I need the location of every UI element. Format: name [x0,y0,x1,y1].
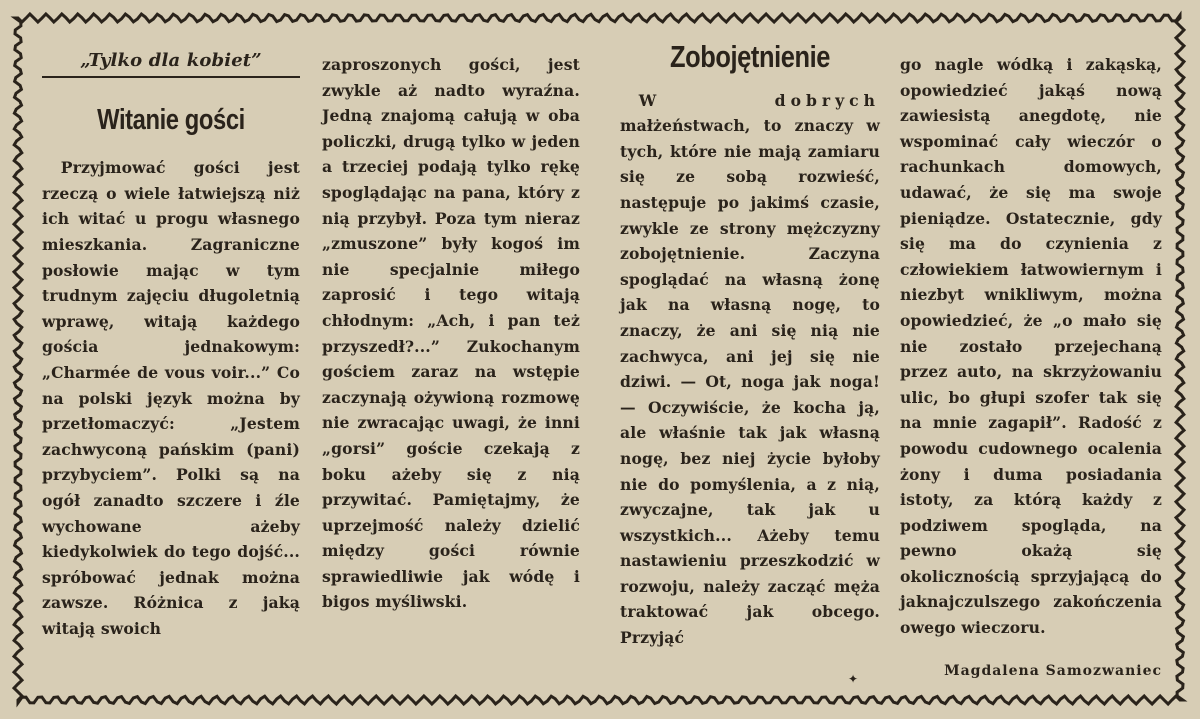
column-2 [322,52,580,615]
article-zobojetnienie-paragraph-1: W dobrych małżeństwach, to znaczy w tych, które nie mają zamiaru się ze sobą rozwieść, następuje po jakimś czasie, zwykle ze strony mężczyzny zobojętnienie. Zaczyna spoglądać na własną żonę jak na własną nogę, to znaczy, że ani się nią nie zachwyca, ani jej się nie dziwi. — Ot, noga jak noga! — Oczywiście, że kocha ją, ale właśnie tak jak własną nogę, bez niej życie byłoby nie do pomyślenia, a z nią, zwyczajne, tak jak u wszystkich... Ażeby temu nastawieniu przeszkodzić w rozwoju, należy zacząć męża traktować jak obcego. Przyjąć [620,90,880,648]
article-witanie-paragraph-2: zaproszonych gości, jest zwykle aż nadto wyraźna. Jedną znajomą całują w oba policzki, drugą tylko w jeden a trzeciej podają tylko rękę spoglądając na pana, który z nią przybył. Poza tym nieraz „zmuszone” były kogoś im nie specjalnie miłego zaprosić i tego witają chłodnym: „Ach, i pan też przyszedł?...” Zukochanym gościem zaraz na wstępie zaczynają ożywioną rozmowę nie zwracając uwagi, że inni „gorsi” goście czekają z boku ażeby się z nią przywitać. Pamiętajmy, że uprzejmość należy dzielić między gości równie sprawiedliwie jak wódę i bigos myśliwski. [322,55,580,612]
column-3 [620,39,880,651]
ornament-mark: ✦ [848,672,859,686]
column-4 [900,52,1162,684]
author-signature: Magdalena Samozwaniec [944,662,1162,679]
article-zobojetnienie-paragraph-2: go nagle wódką i zakąską, opowiedzieć jakąś nową zawiesistą anegdotę, nie wspominać cały wieczór o rachunkach domowych, udawać, że się ma swoje pieniądze. Ostatecznie, gdy się ma do czynienia z człowiekiem łatwowiernym i niezbyt wnikliwym, można opowiedzieć, że „o mało się nie zostało przejechaną przez auto, na skrzyżowaniu ulic, bo głupi szofer tak się na mnie zagapił”. Radość z powodu cudownego ocalenia żony i duma posiadania istoty, za którą każdy z podziwem spogląda, na pewno okażą się okolicznością sprzyjającą do jaknajczulszego zakończenia owego wieczoru. [900,55,1162,638]
article-witanie-paragraph-1: Przyjmować gości jest rzeczą o wiele łatwiejszą niż ich witać u progu własnego mieszkania. Zagraniczne posłowie mając w tym trudnym zajęciu długoletnią wprawę, witają każdego gościa jednakowym: „Charmée de vous voir...” Co na polski język można by przetłomaczyć: „Jestem zachwyconą pańskim (pani) przybyciem”. Polki są na ogół zanadto szczere i źle wychowane ażeby kiedykolwiek do tego dojść... spróbować jednak można zawsze. Różnica z jaką witają swoich [42,158,300,638]
article-title-witanie: Witanie gości [97,103,245,136]
column-1 [42,52,300,641]
section-label: „Tylko dla kobiet” [42,48,300,78]
article-title-zobojetnienie: Zobojętnienie [670,39,830,74]
lead-in-text: W dobrych [638,90,880,110]
